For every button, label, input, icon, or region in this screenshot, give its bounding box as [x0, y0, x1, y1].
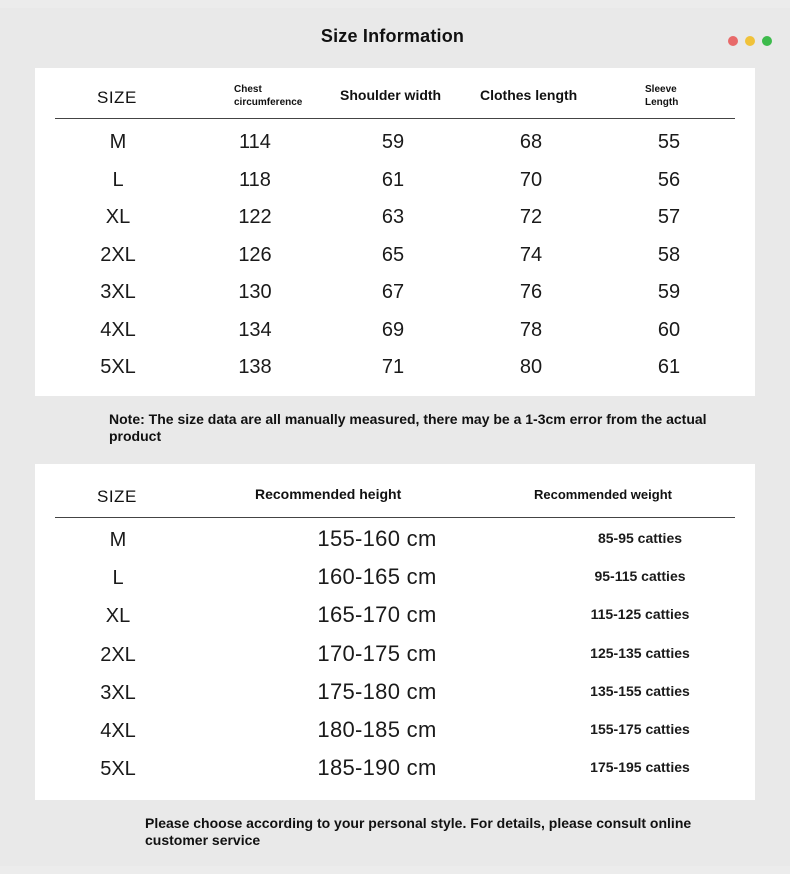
chest-cell: 130: [238, 281, 272, 303]
yellow-dot-icon[interactable]: [745, 36, 755, 46]
height-cell: 165-170 cm: [317, 602, 437, 628]
sleeve-header-line1: Sleeve: [645, 84, 677, 95]
length-cell: 78: [519, 318, 543, 341]
size-cell: M: [109, 131, 127, 153]
sleeve-cell: 56: [657, 168, 681, 191]
size-cell: XL: [105, 605, 131, 628]
height-cell: 180-185 cm: [317, 717, 437, 742]
measurement-note: Note: The size data are all manually measured, there may be a 1-3cm error from the actual product: [109, 411, 707, 444]
sleeve-cell: 55: [657, 131, 681, 153]
clothes-length-header: Clothes length: [480, 87, 578, 103]
chest-cell: 122: [238, 206, 272, 228]
chest-header: [234, 83, 302, 109]
weight-header: Recommended weight: [534, 487, 672, 502]
shoulder-cell: 71: [381, 356, 405, 378]
size-header: SIZE: [97, 487, 137, 506]
recommend-table: [35, 464, 755, 800]
length-cell: 76: [519, 281, 543, 303]
footer-note: Please choose according to your personal style. For details, please consult online customer service: [145, 815, 692, 848]
size-cell: 3XL: [100, 281, 136, 303]
chest-cell: 114: [239, 131, 271, 153]
length-cell: 80: [519, 356, 543, 378]
shoulder-cell: 69: [381, 318, 405, 341]
chest-cell: 126: [238, 243, 272, 266]
header-divider: [55, 118, 735, 119]
length-cell: 68: [519, 131, 543, 153]
sleeve-cell: 61: [657, 356, 681, 378]
chest-header-line1: Chest: [234, 84, 262, 95]
size-cell: XL: [105, 206, 131, 228]
size-cell: L: [112, 168, 124, 191]
chest-header-line2: circumference: [234, 97, 303, 108]
size-cell: 2XL: [100, 243, 136, 266]
size-cell: M: [109, 529, 127, 551]
height-cell: 175-180 cm: [317, 678, 437, 704]
weight-cell: 155-175 catties: [590, 721, 690, 737]
height-cell: 185-190 cm: [317, 755, 437, 781]
shoulder-cell: 59: [381, 131, 405, 153]
shoulder-cell: 61: [381, 168, 405, 191]
height-cell: 170-175 cm: [317, 640, 437, 666]
length-cell: 70: [519, 168, 543, 191]
weight-cell: 175-195 catties: [590, 759, 690, 776]
shoulder-cell: 63: [381, 206, 405, 228]
size-table: [35, 68, 755, 396]
sleeve-cell: 57: [657, 206, 681, 228]
length-cell: 72: [519, 206, 543, 228]
height-header: Recommended height: [255, 486, 402, 502]
shoulder-cell: 65: [381, 243, 405, 266]
height-cell: 155-160 cm: [317, 526, 437, 551]
size-cell: L: [112, 567, 124, 590]
sleeve-cell: 59: [657, 281, 681, 303]
size-cell: 5XL: [100, 356, 136, 378]
size-cell: 3XL: [100, 681, 136, 704]
sleeve-cell: 58: [657, 243, 681, 266]
weight-cell: 135-155 catties: [590, 682, 690, 699]
weight-cell: 115-125 catties: [590, 606, 690, 623]
chest-cell: 134: [238, 318, 272, 341]
shoulder-cell: 67: [381, 281, 405, 303]
chest-cell: 138: [238, 356, 272, 378]
weight-cell: 85-95 catties: [597, 530, 683, 546]
sleeve-header-line2: Length: [645, 97, 679, 108]
green-dot-icon[interactable]: [762, 36, 772, 46]
size-cell: 4XL: [100, 318, 136, 341]
page-title: Size Information: [320, 26, 465, 46]
size-cell: 5XL: [100, 758, 136, 781]
size-cell: 4XL: [100, 720, 136, 742]
shoulder-header: Shoulder width: [340, 87, 442, 103]
header-divider: [55, 517, 735, 518]
height-cell: 160-165 cm: [317, 564, 437, 590]
red-dot-icon[interactable]: [728, 36, 738, 46]
size-header: SIZE: [97, 88, 137, 107]
size-cell: 2XL: [100, 643, 136, 666]
window-controls: [728, 36, 772, 46]
weight-cell: 125-135 catties: [590, 644, 690, 661]
chest-cell: 118: [239, 168, 271, 191]
length-cell: 74: [519, 243, 543, 266]
weight-cell: 95-115 catties: [594, 568, 686, 585]
sleeve-cell: 60: [657, 318, 681, 341]
sleeve-header: [645, 83, 678, 109]
